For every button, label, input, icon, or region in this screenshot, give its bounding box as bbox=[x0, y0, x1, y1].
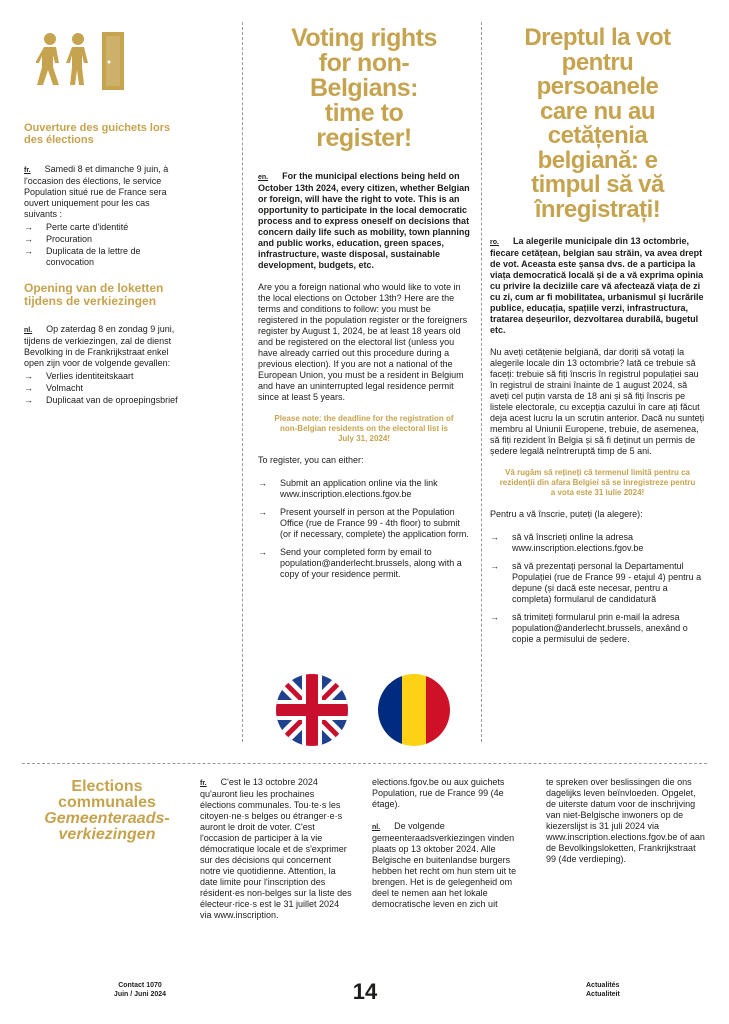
list-item: → Present yourself in person at the Population Office (rue de France 99 - 4th floor) to submit (or if necessary, complete) the application form. bbox=[258, 507, 470, 540]
footer-pub-name: Contact 1070 bbox=[118, 982, 162, 989]
people-door-icon bbox=[36, 26, 132, 96]
list-item: → Perte carte d'identité bbox=[24, 222, 184, 233]
lang-tag-nl: nl. bbox=[24, 327, 33, 334]
list-item: → Verlies identiteitskaart bbox=[24, 371, 184, 382]
list-item: → Volmacht bbox=[24, 383, 184, 394]
bottom-nl-text-a: De volgende gemeenteraadsverkiezingen vinden plaats op 13 oktober 2024. Alle Belgische en buitenlandse burgers hebben het recht om hun stem uit te brengen. Het is de gelegenheid om deel te nemen aan het lokale democratische leven en zich uit bbox=[372, 821, 517, 909]
en-body: Are you a foreign national who would like to vote in the local elections on October 13th? Here are the terms and conditions to follow: you must be registered in the population register or the foreigners register by August 1, 2024, be at least 18 years old and be registered on the electoral list (unless you have already carried out this procedure during a previous election). If you are not a national of the European Union, you must be a resident in Belgium and have an uninterrupted legal residence permit since at least 5 years. bbox=[258, 282, 468, 402]
fr-list bbox=[24, 222, 184, 268]
list-item: → să trimiteți formularul prin e-mail la adresa population@anderlecht.brussels, anexând o copie a permisului de ședere. bbox=[490, 612, 705, 645]
lang-tag-nl: nl. bbox=[372, 824, 381, 831]
lang-tag-fr: fr. bbox=[24, 167, 31, 174]
ro-deadline-notice: Vă rugăm să rețineți că termenul limită pentru ca rezidenții din afara Belgiei să se înregistreze pentru a vota este 31 iulie 2024! bbox=[499, 468, 696, 497]
list-item: → Submit an application online via the link www.inscription.elections.fgov.be bbox=[258, 478, 470, 500]
column-divider bbox=[242, 22, 243, 742]
nl-text: Op zaterdag 8 en zondag 9 juni, tijdens de verkiezingen, zal de dienst Bevolking in de Frankrijkstraat enkel open zijn voor de volgende gevallen: bbox=[24, 324, 175, 368]
en-deadline-notice: Please note: the deadline for the registration of non-Belgian residents on the electoral list is July 31, 2024! bbox=[274, 414, 454, 443]
en-title: Voting rights for non-Belgians: time to register! bbox=[291, 24, 437, 152]
nl-list bbox=[24, 371, 184, 406]
footer-section bbox=[586, 981, 656, 999]
footer-publication bbox=[100, 981, 180, 999]
bottom-fr-col1 bbox=[200, 777, 352, 921]
section-divider bbox=[22, 763, 707, 764]
lang-tag-fr: fr. bbox=[200, 780, 207, 787]
list-item: → Duplicaat van de oproepingsbrief bbox=[24, 395, 184, 406]
en-register-list bbox=[258, 478, 470, 580]
fr-text: Samedi 8 et dimanche 9 juin, à l'occasion des élections, le service Population situé rue de France sera ouvert uniquement pour les cas suivants : bbox=[24, 164, 169, 219]
list-item: → să vă înscrieți online la adresa www.inscription.elections.fgov.be bbox=[490, 532, 705, 554]
footer-section-nl: Actualiteit bbox=[586, 991, 620, 998]
bottom-col2 bbox=[372, 777, 524, 910]
bottom-nl-paragraph bbox=[372, 821, 524, 910]
fr-heading: Ouverture des guichets lors des élections bbox=[24, 122, 171, 146]
list-item: → Send your completed form by email to population@anderlecht.brussels, along with a copy of your residence permit. bbox=[258, 547, 470, 580]
bottom-fr-text-b: elections.fgov.be ou aux guichets Population, rue de France 99 (4e étage). bbox=[372, 777, 505, 809]
bottom-col3 bbox=[546, 777, 706, 865]
en-register-intro: To register, you can either: bbox=[258, 455, 364, 465]
list-item: → Procuration bbox=[24, 234, 184, 245]
ro-register-intro: Pentru a vă înscrie, puteți (la alegere): bbox=[490, 509, 643, 519]
bottom-title-fr: Elections communales bbox=[58, 778, 156, 811]
footer-section-fr: Actualités bbox=[586, 982, 620, 989]
footer-date: Juin / Juni 2024 bbox=[113, 991, 167, 998]
nl-heading: Opening van de loketten tijdens de verkiezingen bbox=[24, 281, 164, 308]
list-item: → Duplicata de la lettre de convocation bbox=[24, 246, 184, 268]
page-number: 14 bbox=[352, 979, 378, 1004]
nl-paragraph bbox=[24, 324, 184, 369]
en-intro bbox=[258, 171, 470, 271]
ro-intro-text: La alegerile municipale din 13 octombrie, fiecare cetățean, belgian sau străin, va avea drept de vot. Aceasta este șansa dvs. de a participa la viața democratică locală și de a vă exprima opinia cu privire la deciziile care vă afectează viața de zi cu zi, cum ar fi mobilitatea, urbanismul și lucrările publice, educația, spațiile verzi, infrastructura, tratarea deșeurilor, dezvoltarea durabilă, bugetul etc. bbox=[490, 236, 704, 335]
romania-flag-icon bbox=[378, 674, 450, 746]
bottom-title-nl: Gemeenteraads-verkiezingen bbox=[44, 810, 170, 843]
list-item: → să vă prezentați personal la Departamentul Populației (rue de France 99 - etajul 4) pentru a depune (și dacă este necesar, pentru a completa) formularul de candidatură bbox=[490, 561, 705, 605]
bottom-fr-text-a: C'est le 13 octobre 2024 qu'auront lieu les prochaines élections communales. Tou·te·s les citoyen·ne·s belges ou étranger·e·s auront le droit de voter. C'est l'occasion de participer à la vie démocratique locale et de s'exprimer sur des décisions qui concernent notre vie quotidienne. Attention, la date limite pour l'inscription des résident·es non-belges sur la liste des électeur·rice·s est le 31 juillet 2024 via www.inscription. bbox=[200, 777, 352, 920]
ro-title: Dreptul la vot pentru persoanele care nu au cetățenia belgiană: e timpul să vă înregistrați! bbox=[524, 24, 671, 223]
lang-tag-en: en. bbox=[258, 174, 269, 181]
fr-paragraph bbox=[24, 164, 184, 220]
column-divider bbox=[481, 22, 482, 742]
lang-tag-ro: ro. bbox=[490, 239, 499, 246]
ro-body: Nu aveți cetățenie belgiană, dar doriți să votați la alegerile locale din 13 octombrie? Iată ce trebuie să faceți: trebuie să fiți înscris în registrul populației sau în registrul de straini înainte de 1 august 2024, să aveți cel puțin varsta de 18 ani și să fiți înscris pe listele electorale, cu excepția cazului în care ați făcut deja acest lucru la un scrutin anterior. Dacă nu sunteți membru al Uniunii Europene, trebuie, de asemenea, să fiți rezident în Belgia și să fi deținut un permis de ședere legală neîntreruptă timp de 5 ani. bbox=[490, 347, 705, 456]
ro-register-list bbox=[490, 532, 705, 645]
uk-flag-icon bbox=[276, 674, 348, 746]
ro-intro bbox=[490, 236, 705, 336]
en-intro-text: For the municipal elections being held on October 13th 2024, every citizen, whether Belgian or foreign, will have the right to vote. This is an opportunity to participate in the local democratic process and to express oneself on decisions that concern daily life such as mobility, town planning and public works, education, green spaces, infrastructure, waste disposal, sustainable development, budgets, etc. bbox=[258, 171, 470, 270]
bottom-nl-text-b: te spreken over beslissingen die ons dagelijks leven beïnvloeden. Opgelet, de uiterste datum voor de inschrijving van niet-Belgische inwoners op de kiezerslijst is 31 juli 2024 via www.inscription.elections.fgov.be of aan de Bevolkingsloketten, Frankrijkstraat 99 (4de verdieping). bbox=[546, 777, 705, 864]
